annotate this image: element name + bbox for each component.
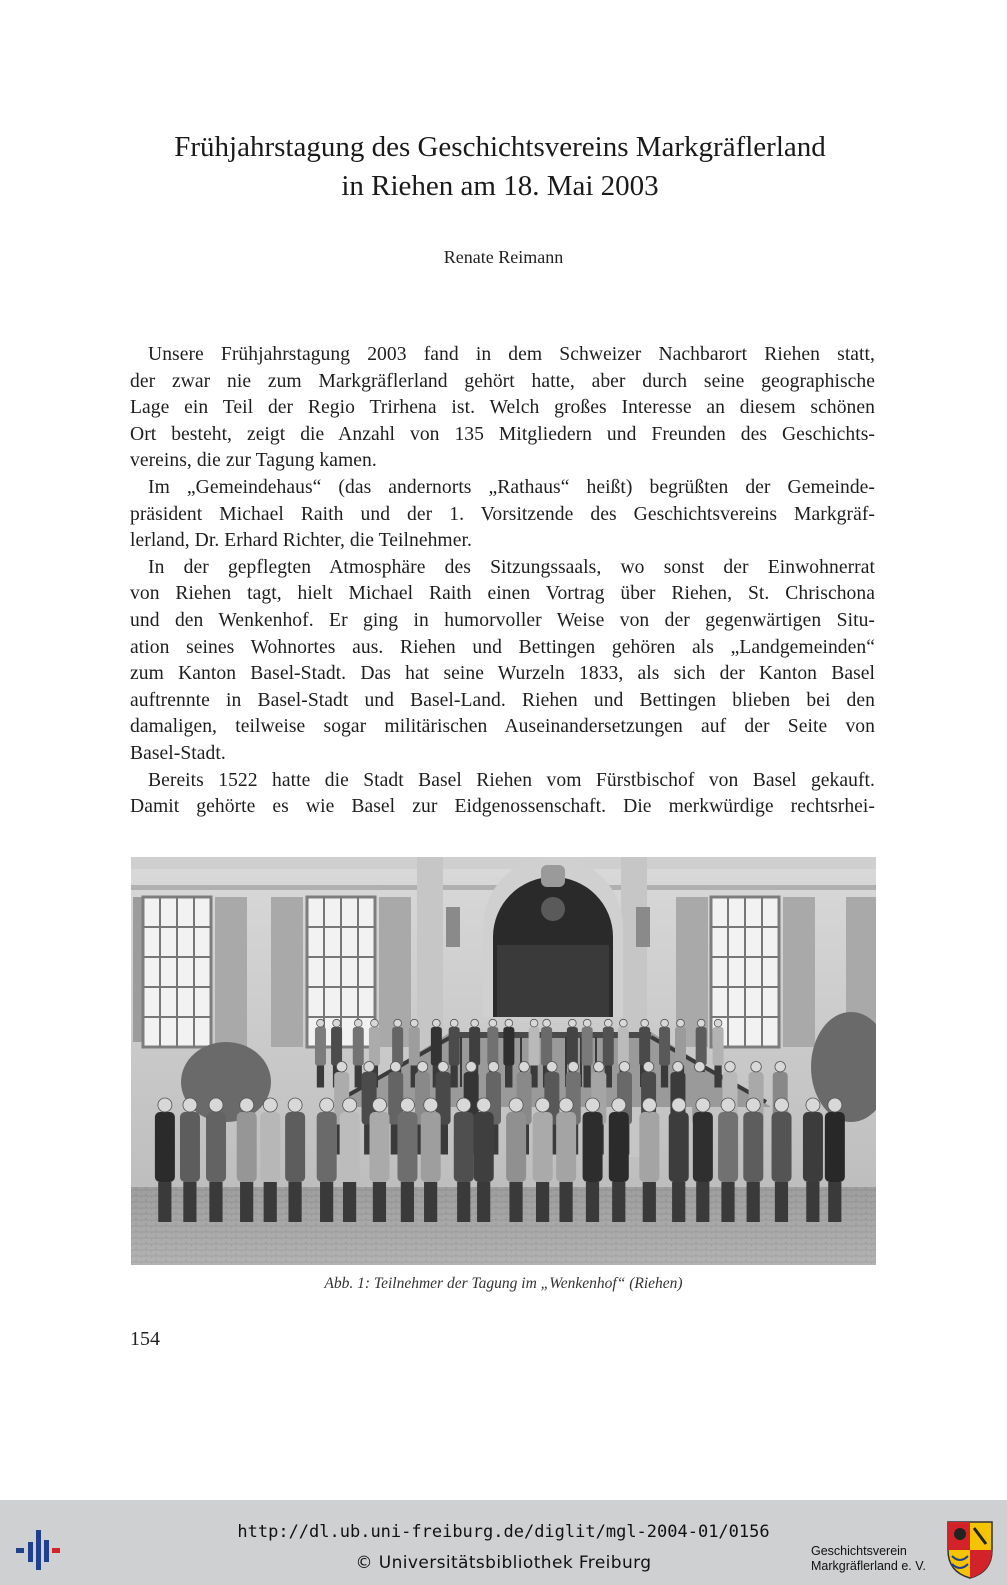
person-figure <box>503 1019 514 1087</box>
text-line: ation seines Wohnortes aus. Riehen und Bettingen gehören als „Landgemeinden“ <box>130 636 875 658</box>
paragraph-2 <box>130 475 875 555</box>
text-line: zum Kanton Basel-Stadt. Das hat seine Wurzeln 1833, als sich der Kanton Basel <box>130 663 875 685</box>
article-title-line-2: in Riehen am 18. Mai 2003 <box>341 170 659 202</box>
text-line: damaligen, teilweise sogar militärischen Auseinandersetzungen auf der Seite von <box>130 716 875 738</box>
person-figure <box>693 1098 713 1222</box>
text-line: Lage ein Teil der Regio Trirhena ist. Welch großes Interesse an diesem schönen <box>130 397 875 419</box>
person-figure <box>669 1098 689 1222</box>
footer-copyright: © Universitätsbibliothek Freiburg <box>355 1553 652 1573</box>
person-figure <box>803 1098 823 1222</box>
group-photo <box>131 857 876 1265</box>
paragraph-1 <box>130 342 875 475</box>
person-figure <box>639 1098 659 1222</box>
person-figure <box>315 1019 326 1087</box>
paragraph-3 <box>130 555 875 768</box>
text-line: In der gepflegten Atmosphäre des Sitzungssaals, wo sonst der Einwohnerrat <box>148 556 875 578</box>
society-name-line-2: Markgräflerland e. V. <box>811 1559 926 1573</box>
person-figure <box>556 1098 576 1222</box>
page-number: 154 <box>130 1328 160 1350</box>
person-figure <box>506 1098 526 1222</box>
person-figure <box>772 1098 792 1222</box>
person-figure <box>285 1098 305 1222</box>
person-figure <box>260 1098 280 1222</box>
paragraph-4 <box>130 768 875 821</box>
text-line: der zwar nie zum Markgräflerland gehört hatte, aber durch seine geographische <box>130 370 875 392</box>
person-figure <box>609 1098 629 1222</box>
society-name-line-1: Geschichtsverein <box>811 1544 907 1558</box>
text-line: Im „Gemeindehaus“ (das andernorts „Rathaus“ heißt) begrüßten der Gemeinde- <box>148 476 875 498</box>
person-figure <box>155 1098 175 1222</box>
text-line: Ort besteht, zeigt die Anzahl von 135 Mitgliedern und Freunden des Geschichts- <box>130 423 875 445</box>
person-figure <box>317 1098 337 1222</box>
text-line: und den Wenkenhof. Er ging in humorvoller Weise von der gegenwärtigen Situ- <box>130 609 875 631</box>
person-figure <box>397 1098 417 1222</box>
person-figure <box>743 1098 763 1222</box>
person-figure <box>474 1098 494 1222</box>
article-title <box>100 128 900 206</box>
person-figure <box>237 1098 257 1222</box>
text-line: vereins, die zur Tagung kamen. <box>130 450 377 472</box>
person-figure <box>825 1098 845 1222</box>
person-figure <box>582 1019 593 1087</box>
coat-of-arms-icon <box>946 1520 994 1580</box>
society-label <box>811 1544 931 1574</box>
text-line: auftrennte in Basel-Stadt und Basel-Land. Riehen und Bettingen blieben bei den <box>130 689 875 711</box>
person-figure <box>659 1019 670 1087</box>
person-figure <box>180 1098 200 1222</box>
person-figure <box>713 1019 724 1087</box>
person-figure <box>533 1098 553 1222</box>
article-title-line-1: Frühjahrstagung des Geschichtsvereins Markgräflerland <box>174 131 826 163</box>
figure-caption: Abb. 1: Teilnehmer der Tagung im „Wenkenhof“ (Riehen) <box>324 1275 683 1292</box>
text-line: von Riehen tagt, hielt Michael Raith einen Vortrag über Riehen, St. Chrischona <box>130 583 875 605</box>
person-figure <box>583 1098 603 1222</box>
person-figure <box>718 1098 738 1222</box>
text-line: präsident Michael Raith und der 1. Vorsitzende des Geschichtsvereins Markgräf- <box>130 503 875 525</box>
person-figure <box>421 1098 441 1222</box>
person-figure <box>340 1098 360 1222</box>
text-line: lerland, Dr. Erhard Richter, die Teilnehmer. <box>130 530 472 552</box>
text-line: Bereits 1522 hatte die Stadt Basel Riehen vom Fürstbischof von Basel gekauft. <box>148 769 875 791</box>
person-figure <box>454 1098 474 1222</box>
crowd-of-people <box>131 857 876 1265</box>
article-author: Renate Reimann <box>443 247 564 267</box>
person-figure <box>369 1098 389 1222</box>
text-line: Unsere Frühjahrstagung 2003 fand in dem Schweizer Nachbarort Riehen statt, <box>148 344 875 365</box>
text-line: Basel-Stadt. <box>130 742 226 764</box>
article-body <box>130 342 875 821</box>
footer-url-link[interactable]: http://dl.ub.uni-freiburg.de/diglit/mgl-2004-01/0156 <box>237 1522 770 1542</box>
text-line: Damit gehörte es wie Basel zur Eidgenossenschaft. Die merkwürdige rechtsrhei- <box>130 796 875 818</box>
person-figure <box>206 1098 226 1222</box>
